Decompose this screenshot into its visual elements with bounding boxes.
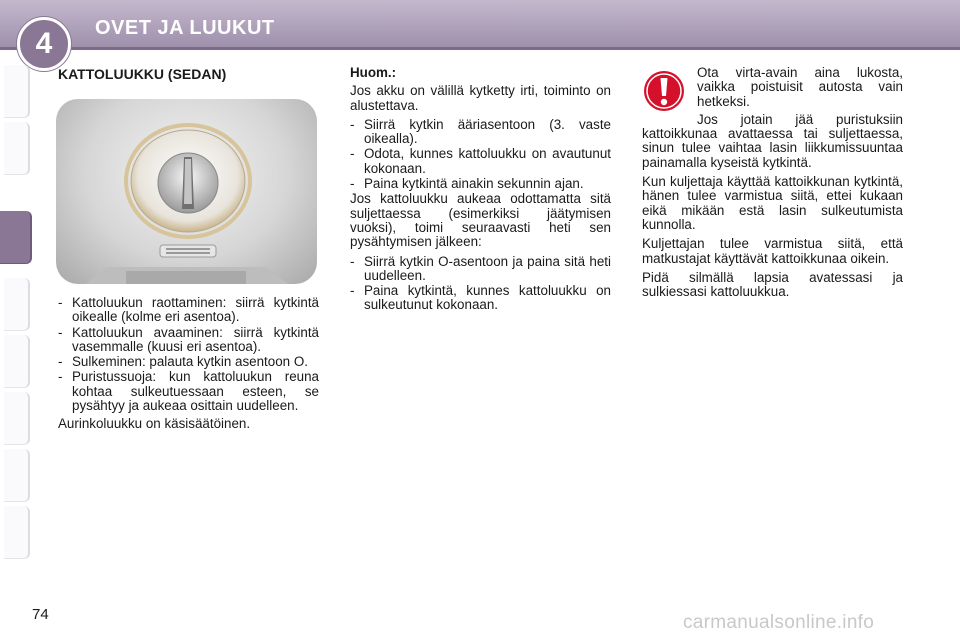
section-title: KATTOLUUKKU (SEDAN) [58, 66, 227, 82]
chapter-number-badge: 4 [17, 17, 71, 71]
list-item: - Kattoluukun avaaminen: siirrä kytkintä vasemmalle (kuusi eri asentoa). [58, 326, 319, 355]
list-item: - Siirrä kytkin O-asentoon ja paina sitä heti uudelleen. [350, 255, 611, 284]
watermark: carmanualsonline.info [683, 612, 875, 633]
list-item: - Odota, kunnes kattoluukku on avautunut kokonaan. [350, 147, 611, 176]
chapter-title: OVET JA LUUKUT [95, 17, 275, 39]
header-divider [0, 47, 960, 50]
note-intro: Jos akku on välillä kytketty irti, toiminto on alustettava. [350, 83, 611, 113]
chapter-tab[interactable] [4, 449, 30, 502]
warning-paragraph-4: Kuljettajan tulee varmistua siitä, että matkustajat käyttävät kattoikkunaa oikein. [642, 236, 903, 266]
chapter-tabs [0, 65, 32, 575]
warning-paragraph-2: Jos jotain jää puristuksiin kattoikkunaa avattaessa tai suljettaessa, sinun tulee vaihtaa lasin liikkumissuuntaa painamalla kyseistä kytkintä. [642, 111, 903, 170]
list-item: - Paina kytkintä ainakin sekunnin ajan. [350, 177, 611, 191]
sunroof-switch-photo [56, 99, 317, 284]
chapter-tab[interactable] [4, 65, 30, 118]
chapter-tab[interactable] [4, 506, 30, 559]
chapter-tab[interactable] [4, 392, 30, 445]
chapter-tab[interactable] [4, 122, 30, 175]
warning-paragraph-5: Pidä silmällä lapsia avatessasi ja sulkiessasi kattoluukkua. [642, 269, 903, 300]
chapter-tab[interactable] [4, 335, 30, 388]
list-item: - Kattoluukun raottaminen: siirrä kytkintä oikealle (kolme eri asentoa). [58, 296, 319, 325]
recovery-steps-list [350, 255, 611, 313]
unexpected-open-paragraph: Jos kattoluukku aukeaa odottamatta sitä suljettaessa (esimerkiksi jäätymisen vuoksi), toimi seuraavasti heti sen pysähtymisen jälkeen: [350, 191, 611, 250]
warning-paragraph-3: Kun kuljettaja käyttää kattoikkunan kytkintä, hänen tulee varmistua siitä, ettei kukaan eikä mikään estä lasin sulkeutumista kunnolla. [642, 174, 903, 232]
warning-paragraph-1: Ota virta-avain aina lukosta, vaikka poistuisit autosta vain hetkeksi. [697, 65, 903, 109]
list-item: - Sulkeminen: palauta kytkin asentoon O. [58, 355, 319, 369]
chapter-tab-active[interactable] [0, 211, 32, 264]
list-item: - Siirrä kytkin ääriasentoon (3. vaste oikealla). [350, 118, 611, 147]
right-column [642, 66, 903, 304]
page-number: 74 [32, 606, 49, 623]
chapter-tab[interactable] [4, 278, 30, 331]
note-heading: Huom.: [350, 65, 397, 80]
sunroof-operation-list [58, 296, 319, 413]
list-item: - Paina kytkintä, kunnes kattoluukku on sulkeutunut kokonaan. [350, 284, 611, 313]
sunroof-switch-illustration [56, 99, 317, 284]
reset-steps-list [350, 118, 611, 191]
middle-column [350, 66, 611, 317]
sunshade-note: Aurinkoluukku on käsisäätöinen. [58, 416, 251, 432]
list-item: - Puristussuoja: kun kattoluukun reuna kohtaa sulkeutuessaan esteen, se pysähtyy ja aukeaa osittain uudelleen. [58, 370, 319, 413]
left-column [58, 296, 319, 437]
